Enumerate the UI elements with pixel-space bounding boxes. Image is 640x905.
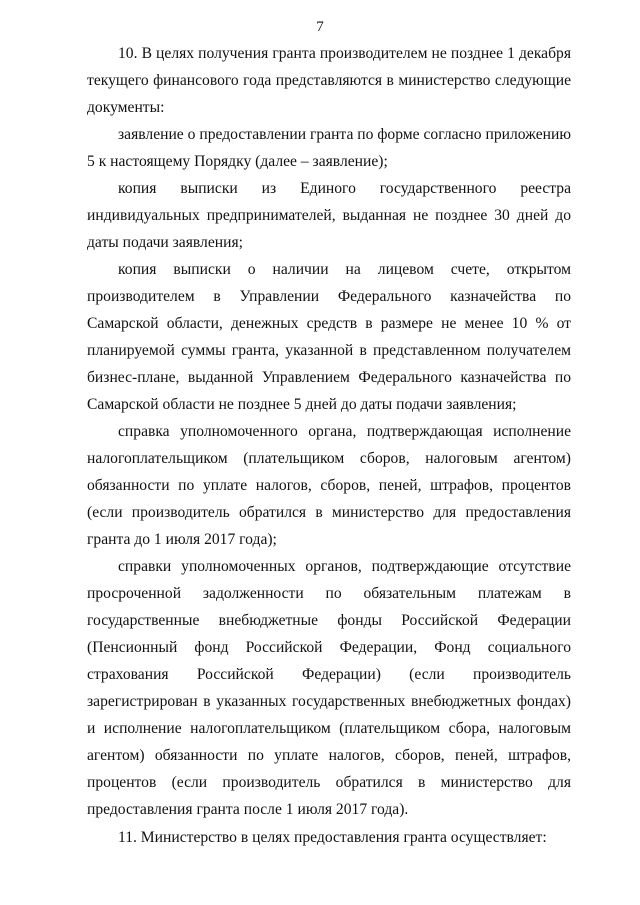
paragraph-11-intro: 11. Министерство в целях предоставления гранта осуществляет: [118, 829, 547, 846]
paragraph-application: заявление о предоставлении гранта по форме согласно приложению 5 к настоящему Порядку (далее – заявление); [87, 126, 571, 170]
paragraph-funds-certificates: справки уполномоченных органов, подтверждающие отсутствие просроченной задолженности по обязательным платежам в государственные внебюджетные фонды Российской Федерации (Пенсионный фонд Российской Федерации, Фонд социального страхования Российской Федерации) (если производитель зарегистрирован в указанных государственных внебюджетных фондах) и исполнение налогоплательщиком (плательщиком сбора, налоговым агентом) обязанности по уплате налогов, сборов, пеней, штрафов, процентов (если производитель обратился в министерство для предоставления гранта после 1 июля 2017 года). [87, 558, 571, 818]
paragraph-10-intro: 10. В целях получения гранта производителем не позднее 1 декабря текущего финансового года представляются в министерство следующие документы: [87, 45, 571, 116]
paragraph-tax-certificate: справка уполномоченного органа, подтверждающая исполнение налогоплательщиком (плательщиком сборов, налоговым агентом) обязанности по уплате налогов, сборов, пеней, штрафов, процентов (если производитель обратился в министерство для предоставления гранта до 1 июля 2017 года); [87, 423, 571, 548]
page-number: 7 [316, 19, 324, 35]
document-body [87, 40, 571, 851]
paragraph-registry-extract: копия выписки из Единого государственного реестра индивидуальных предпринимателей, выданная не позднее 30 дней до даты подачи заявления; [87, 180, 571, 251]
paragraph-account-extract: копия выписки о наличии на лицевом счете, открытом производителем в Управлении Федерального казначейства по Самарской области, денежных средств в размере не менее 10 % от планируемой суммы гранта, указанной в представленном получателем бизнес-плане, выданной Управлением Федерального казначейства по Самарской области не позднее 5 дней до даты подачи заявления; [87, 261, 571, 413]
